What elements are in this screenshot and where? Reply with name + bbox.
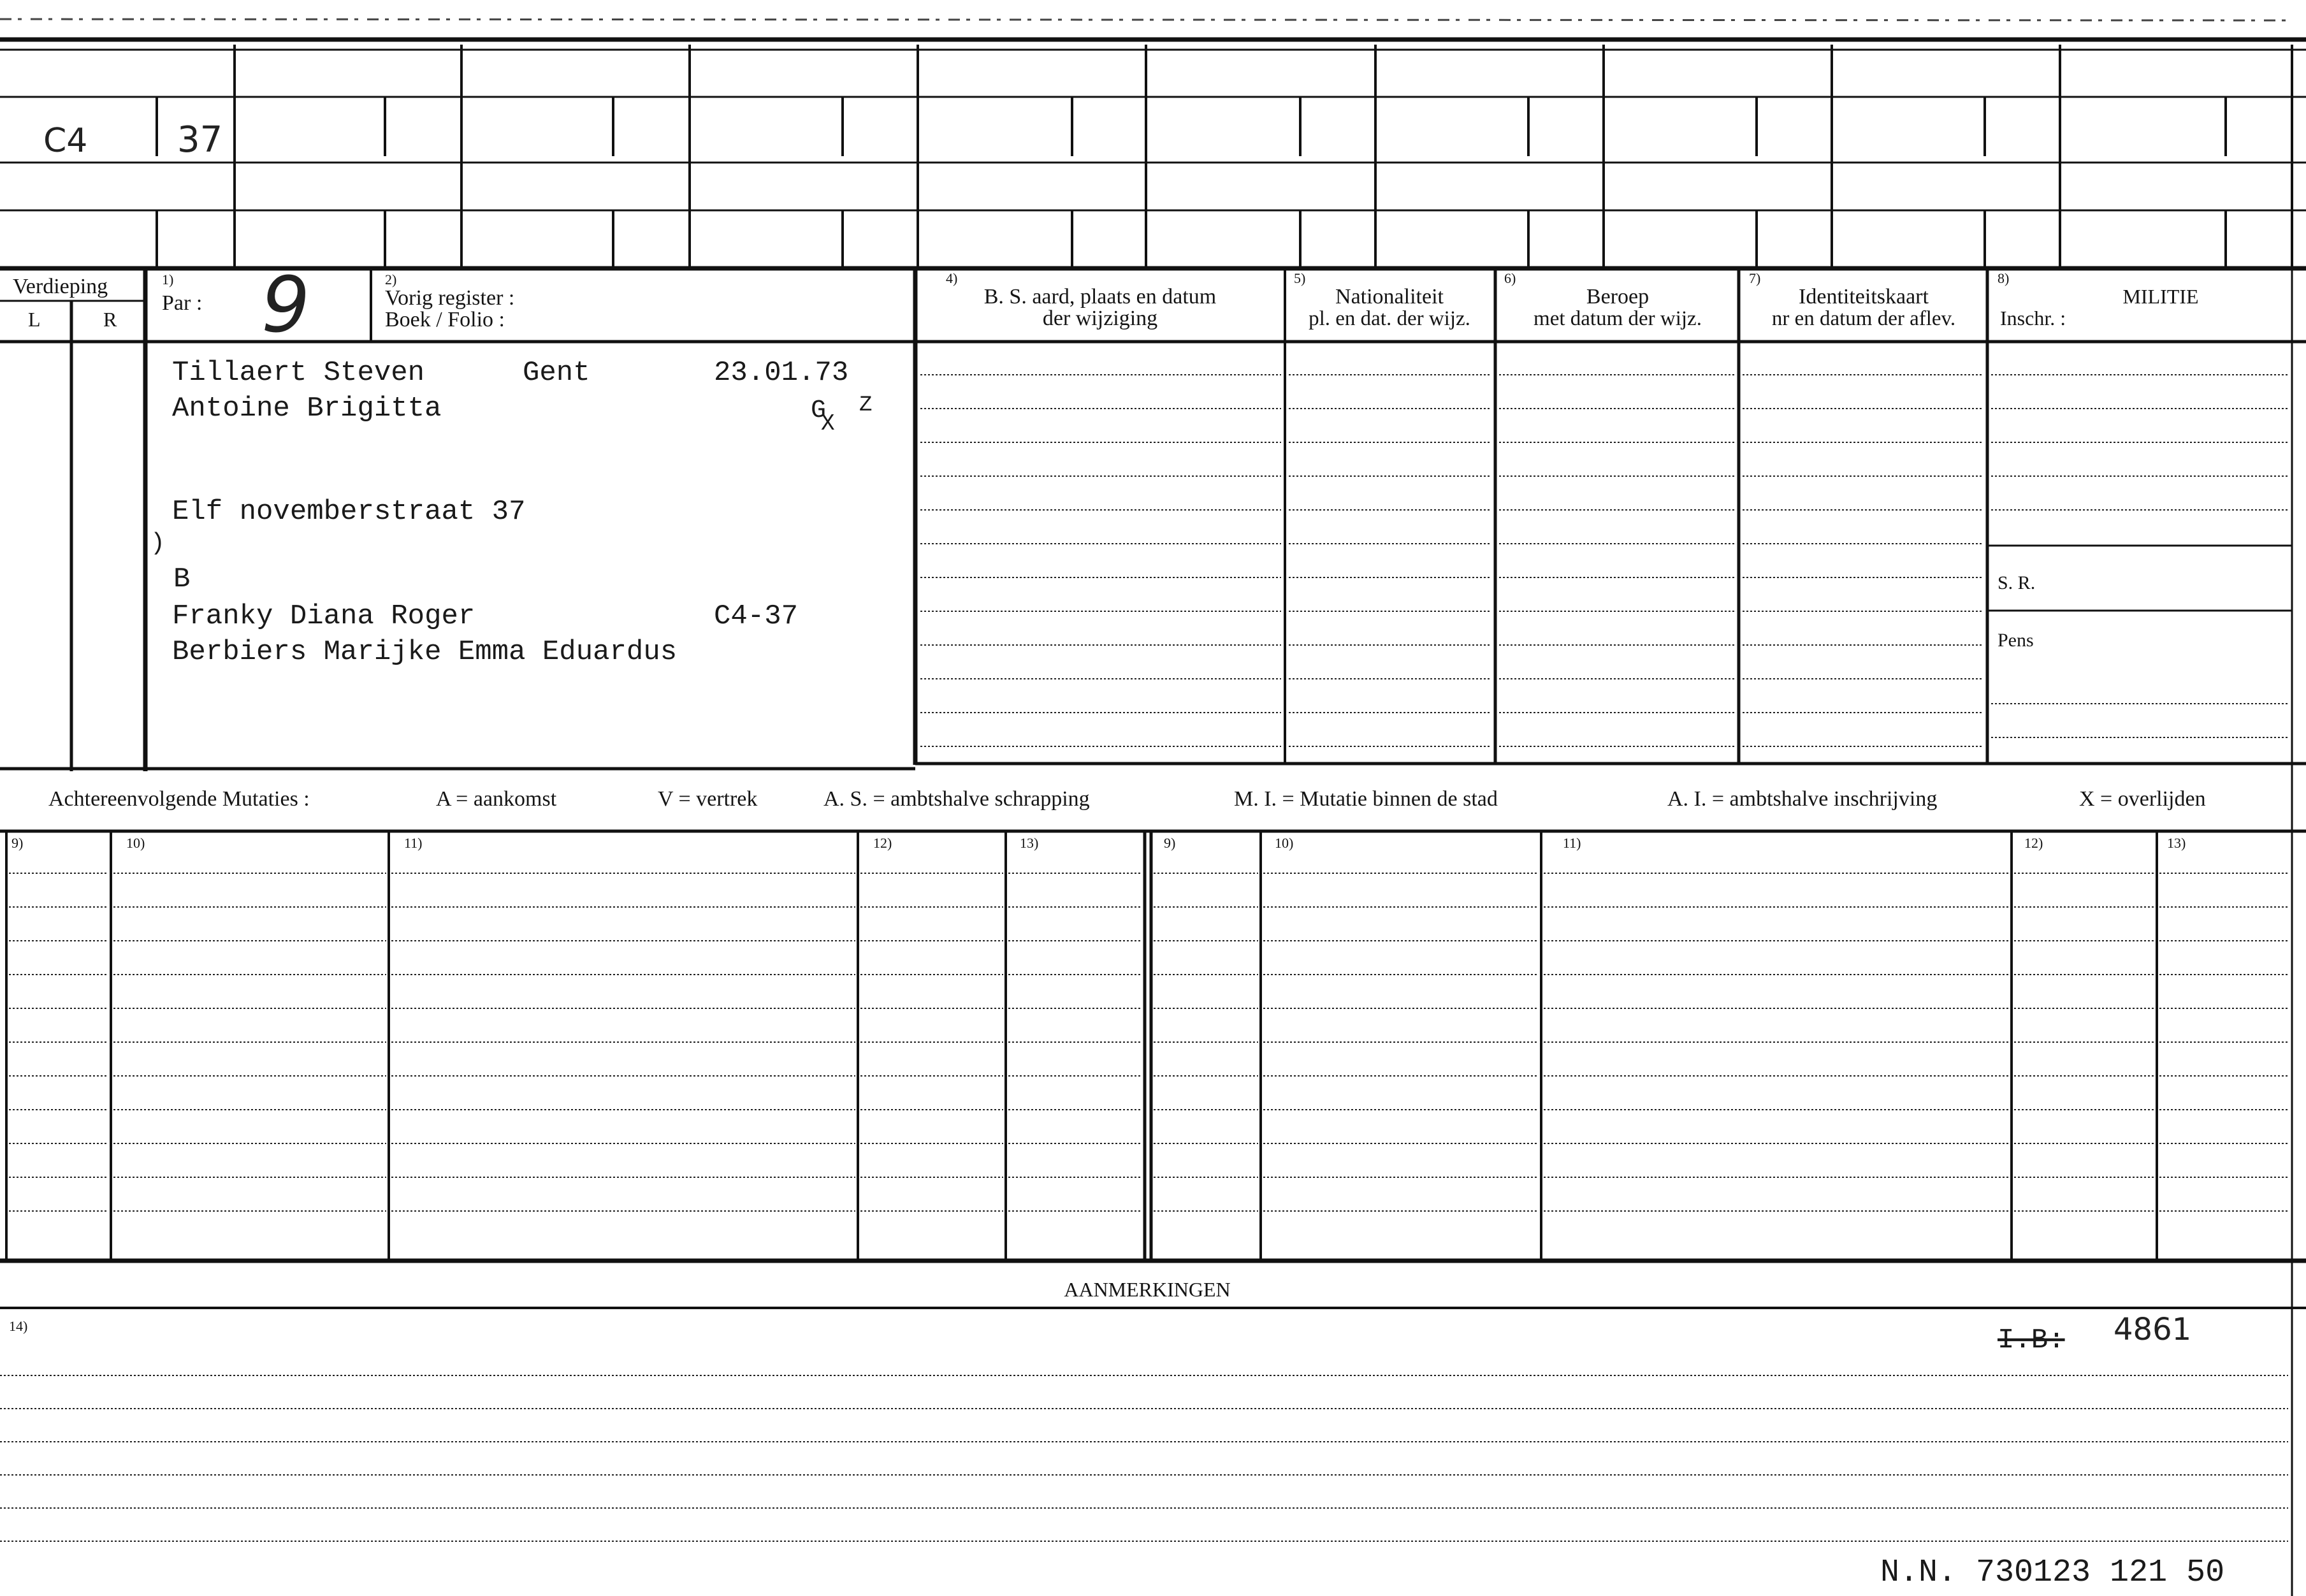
col7-title: Identiteitskaart	[1799, 285, 1929, 308]
col5-subtitle: pl. en dat. der wijz.	[1309, 307, 1470, 330]
par-number: 1)	[162, 272, 174, 287]
mut-col-10-left: 10)	[126, 835, 145, 851]
col4-title: B. S. aard, plaats en datum	[983, 285, 1217, 308]
parents-code: C4-37	[714, 600, 799, 632]
parents-line-2: Berbiers Marijke Emma Eduardus	[172, 636, 678, 668]
col4-number: 4)	[946, 270, 958, 286]
col8-title: MILITIE	[2122, 285, 2199, 308]
mut-col-12-right: 12)	[2024, 835, 2043, 851]
verdieping-r: R	[103, 308, 117, 331]
col4-subtitle: der wijziging	[1042, 307, 1158, 330]
person-2-name: Antoine Brigitta	[172, 393, 442, 424]
militie-sr: S. R.	[1998, 572, 2036, 593]
col6-subtitle: met datum der wijz.	[1534, 307, 1702, 330]
mutation-mi: M. I. = Mutatie binnen de stad	[1234, 787, 1498, 811]
verdieping-l: L	[28, 308, 41, 331]
mutation-x: X = overlijden	[2079, 787, 2206, 811]
col6-title: Beroep	[1586, 285, 1650, 308]
remarks-title: AANMERKINGEN	[1064, 1278, 1231, 1301]
mutation-ai: A. I. = ambtshalve inschrijving	[1667, 787, 1938, 811]
person-1-name: Tillaert Steven	[172, 357, 425, 389]
col8-inschr: Inschr. :	[2000, 307, 2066, 330]
mut-col-11-left: 11)	[404, 835, 423, 851]
par-value: 9	[261, 261, 310, 350]
ib-label: I.B:	[1998, 1324, 2065, 1356]
verdieping-label: Verdieping	[13, 275, 108, 298]
vorig-number: 2)	[385, 272, 397, 287]
col7-subtitle: nr en datum der aflev.	[1771, 307, 1956, 330]
top-code-right: 37	[177, 119, 223, 161]
col5-number: 5)	[1294, 270, 1306, 286]
paren-mark: )	[150, 530, 165, 557]
mut-col-11-right: 11)	[1563, 835, 1581, 851]
col6-number: 6)	[1504, 270, 1516, 286]
militie-pens: Pens	[1998, 630, 2034, 651]
person-2-mark-a: G	[811, 396, 827, 425]
top-code-left: C4	[43, 122, 88, 160]
mutations-title: Achtereenvolgende Mutaties :	[48, 787, 310, 811]
vorig-register-label: Vorig register :	[385, 286, 515, 310]
national-number: N.N. 730123 121 50	[1880, 1555, 2225, 1591]
mutation-v: V = vertrek	[658, 787, 758, 811]
ib-value: 4861	[2114, 1312, 2192, 1347]
boek-folio-label: Boek / Folio :	[385, 308, 505, 331]
mut-col-9-left: 9)	[11, 835, 24, 851]
mut-col-10-right: 10)	[1275, 835, 1294, 851]
mut-col-13-left: 13)	[1020, 835, 1039, 851]
mutation-as: A. S. = ambtshalve schrapping	[823, 787, 1090, 811]
mut-col-9-right: 9)	[1164, 835, 1176, 851]
mut-col-12-left: 12)	[873, 835, 892, 851]
person-2-mark-b: X	[821, 410, 835, 437]
letter-b: B	[173, 563, 191, 595]
mutation-a: A = aankomst	[436, 787, 557, 811]
col8-number: 8)	[1998, 270, 2010, 286]
par-label: Par :	[162, 291, 203, 315]
remarks-number: 14)	[9, 1318, 28, 1334]
person-1-date: 23.01.73	[714, 357, 849, 389]
col7-number: 7)	[1749, 270, 1761, 286]
parents-line-1: Franky Diana Roger	[172, 600, 475, 632]
mut-col-13-right: 13)	[2167, 835, 2186, 851]
address: Elf novemberstraat 37	[172, 496, 526, 528]
person-1-place: Gent	[523, 357, 590, 389]
col5-title: Nationaliteit	[1335, 285, 1444, 308]
person-2-mark-c: Z	[859, 393, 873, 417]
